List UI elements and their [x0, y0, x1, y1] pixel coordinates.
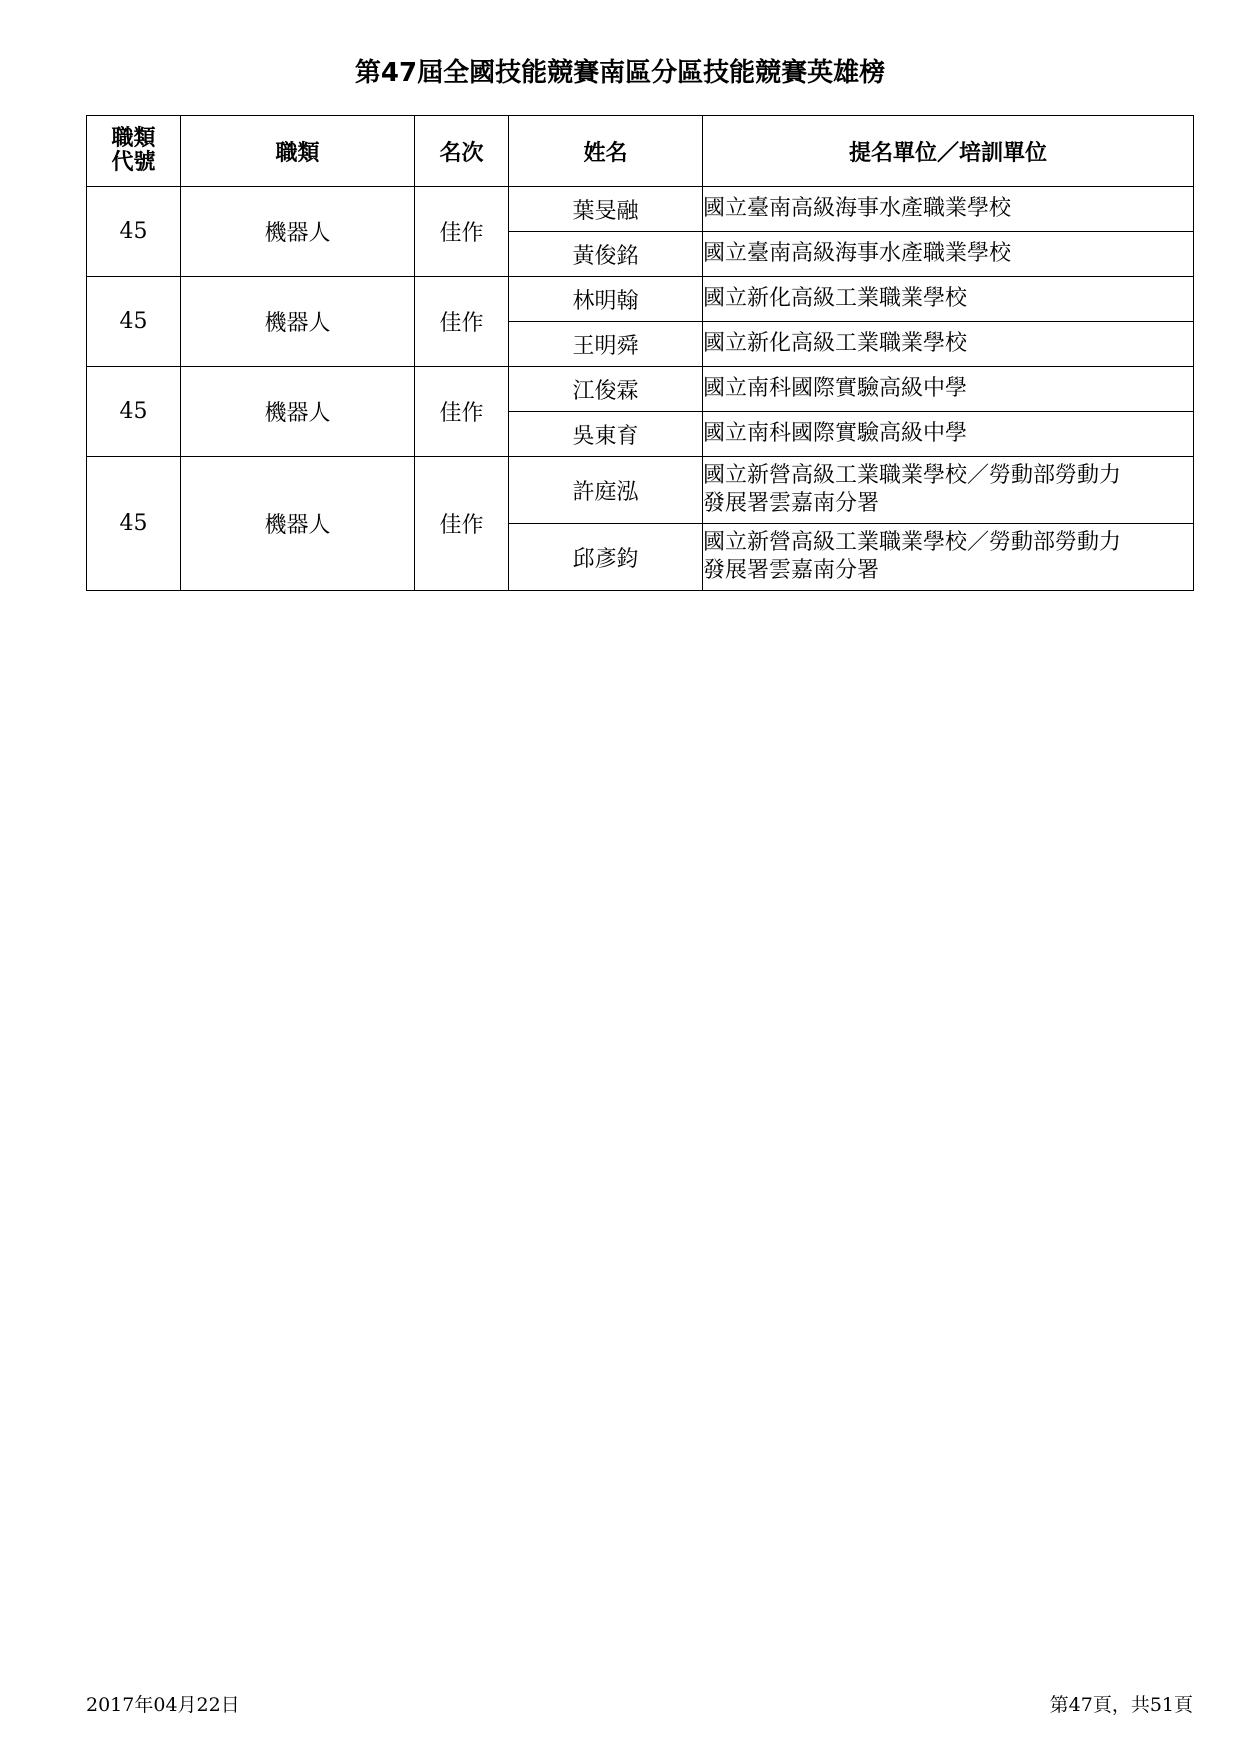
- cell-unit: 國立南科國際實驗高級中學: [703, 412, 1194, 457]
- footer-date: 2017年04月22日: [86, 1694, 240, 1716]
- cell-code: 45: [87, 457, 181, 591]
- header-rank: 名次: [415, 116, 509, 187]
- header-name: 姓名: [509, 116, 703, 187]
- cell-unit-line1: 國立新營高級工業職業學校／勞動部勞動力: [703, 530, 1122, 555]
- header-code-line2: 代號: [111, 150, 156, 175]
- cell-name: 邱彥鈞: [509, 524, 703, 591]
- header-category: 職類: [181, 116, 415, 187]
- page-title: 第47屆全國技能競賽南區分區技能競賽英雄榜: [354, 58, 886, 88]
- cell-name: 吳東育: [509, 412, 703, 457]
- table-header-row: [87, 116, 1194, 187]
- cell-unit: 國立臺南高級海事水產職業學校: [703, 187, 1194, 232]
- cell-code: 45: [87, 277, 181, 367]
- cell-name: 黃俊銘: [509, 232, 703, 277]
- results-table: [86, 115, 1194, 591]
- cell-unit: 國立南科國際實驗高級中學: [703, 367, 1194, 412]
- table-row: [87, 277, 1194, 322]
- cell-unit: 國立新化高級工業職業學校: [703, 322, 1194, 367]
- cell-code: 45: [87, 187, 181, 277]
- cell-category: 機器人: [181, 187, 415, 277]
- cell-code: 45: [87, 367, 181, 457]
- cell-name: 林明翰: [509, 277, 703, 322]
- cell-name: 許庭泓: [509, 457, 703, 524]
- cell-unit-line2: 發展署雲嘉南分署: [703, 558, 880, 583]
- header-code: [87, 116, 181, 187]
- table-row: [87, 367, 1194, 412]
- cell-category: 機器人: [181, 277, 415, 367]
- cell-unit: 國立新化高級工業職業學校: [703, 277, 1194, 322]
- cell-name: 葉旻融: [509, 187, 703, 232]
- cell-category: 機器人: [181, 367, 415, 457]
- table-row: [87, 457, 1194, 524]
- header-unit: 提名單位／培訓單位: [703, 116, 1194, 187]
- header-code-line1: 職類: [111, 126, 156, 151]
- cell-name: 王明舜: [509, 322, 703, 367]
- cell-unit-line2: 發展署雲嘉南分署: [703, 491, 880, 516]
- table-row: [87, 187, 1194, 232]
- cell-unit: [703, 524, 1194, 591]
- cell-unit: [703, 457, 1194, 524]
- cell-unit: 國立臺南高級海事水產職業學校: [703, 232, 1194, 277]
- cell-name: 江俊霖: [509, 367, 703, 412]
- cell-unit-line1: 國立新營高級工業職業學校／勞動部勞動力: [703, 463, 1122, 488]
- cell-category: 機器人: [181, 457, 415, 591]
- cell-rank: 佳作: [415, 187, 509, 277]
- cell-rank: 佳作: [415, 457, 509, 591]
- cell-rank: 佳作: [415, 367, 509, 457]
- cell-rank: 佳作: [415, 277, 509, 367]
- footer-page-number: 第47頁，共51頁: [1049, 1694, 1193, 1716]
